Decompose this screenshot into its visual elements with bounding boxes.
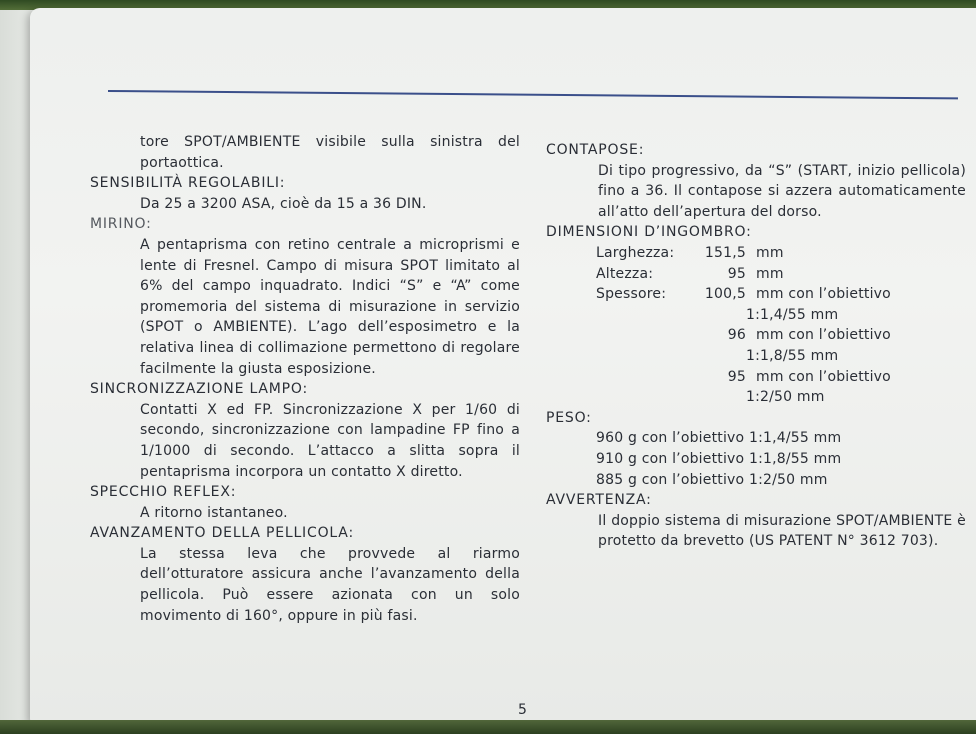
dim-value: 96 (727, 327, 746, 344)
dim-text: mm con l’obiettivo (756, 286, 891, 303)
dim-value: 100,5 (704, 286, 746, 303)
dim-label: Altezza: (596, 265, 654, 282)
dim-label: Spessore: (596, 286, 667, 303)
dim-value: 95 (727, 368, 746, 385)
dim-value: 95 (727, 265, 746, 282)
dim-label: Larghezza: (596, 244, 675, 261)
dim-sub: 1:2/50 mm (746, 389, 825, 406)
body-sensibilita: Da 25 a 3200 ASA, cioè da 15 a 36 DIN. (140, 195, 427, 212)
peso-line: 910 g con l’obiettivo 1:1,8/55 mm (596, 450, 842, 467)
dim-row-spessore-3 (596, 367, 966, 388)
heading-contapose: CONTAPOSE: (546, 142, 645, 158)
right-column (546, 140, 966, 552)
dim-row-larghezza (596, 243, 966, 264)
body-avvertenza: Il doppio sistema di misurazione SPOT/AMBIENTE è protetto da brevetto (US PATENT N° 3612 703). (598, 512, 966, 550)
body-specchio: A ritorno istantaneo. (140, 504, 288, 521)
page-number: 5 (518, 702, 527, 718)
heading-sincronizzazione: SINCRONIZZAZIONE LAMPO: (90, 381, 308, 398)
grass-background-bottom (0, 720, 976, 734)
body-contapose: Di tipo progressivo, da “S” (START, inizio pellicola) fino a 36. Il contapose si azzera automaticamente all’atto dell’apertura del dorso. (598, 162, 966, 220)
dim-unit: mm (756, 244, 784, 261)
dim-row-spessore-2 (596, 325, 966, 346)
dim-text: mm con l’obiettivo (756, 327, 891, 344)
dim-text: mm con l’obiettivo (756, 368, 891, 385)
body-avanzamento: La stessa leva che provvede al riarmo dell’otturatore assicura anche l’avanzamento della pellicola. Può essere azionata con un solo movimento di 160°, oppure in più fasi. (140, 545, 520, 624)
dim-sub: 1:1,8/55 mm (746, 347, 839, 364)
dim-row-altezza (596, 264, 966, 285)
heading-sensibilita: SENSIBILITÀ REGOLABILI: (90, 175, 286, 192)
body-mirino: A pentaprisma con retino centrale a microprismi e lente di Fresnel. Campo di misura SPOT limitato al 6% del campo inquadrato. Indici “S” e “A” come promemoria del sistema di misurazione in servizio (SPOT o AMBIENTE). L’ago dell’esposimetro e la relativa linea di collimazione permettono di regolare facilmente la giusta esposizione. (140, 236, 520, 377)
body-sincronizzazione: Contatti X ed FP. Sincronizzazione X per 1/60 di secondo, sincronizzazione con lampadine FP fino a 1/1000 di secondo. L’attacco a slitta sopra il pentaprisma incorpora un contatto X diretto. (140, 401, 520, 480)
heading-dimensioni: DIMENSIONI D’INGOMBRO: (546, 224, 752, 241)
dim-value: 151,5 (704, 244, 746, 261)
heading-peso: PESO: (546, 409, 592, 426)
heading-avanzamento: AVANZAMENTO DELLA PELLICOLA: (90, 525, 354, 542)
peso-line: 960 g con l’obiettivo 1:1,4/55 mm (596, 430, 842, 447)
peso-line: 885 g con l’obiettivo 1:2/50 mm (596, 471, 828, 488)
left-column (90, 132, 520, 626)
dim-sub: 1:1,4/55 mm (746, 306, 839, 323)
dim-row-spessore-1 (596, 284, 966, 305)
intro-text: tore SPOT/AMBIENTE visibile sulla sinistra del portaottica. (140, 134, 520, 171)
dim-unit: mm (756, 265, 784, 282)
heading-specchio: SPECCHIO REFLEX: (90, 484, 237, 501)
dimensions-table (596, 243, 966, 408)
heading-avvertenza: AVVERTENZA: (546, 492, 652, 509)
heading-mirino: MIRINO: (90, 216, 152, 233)
